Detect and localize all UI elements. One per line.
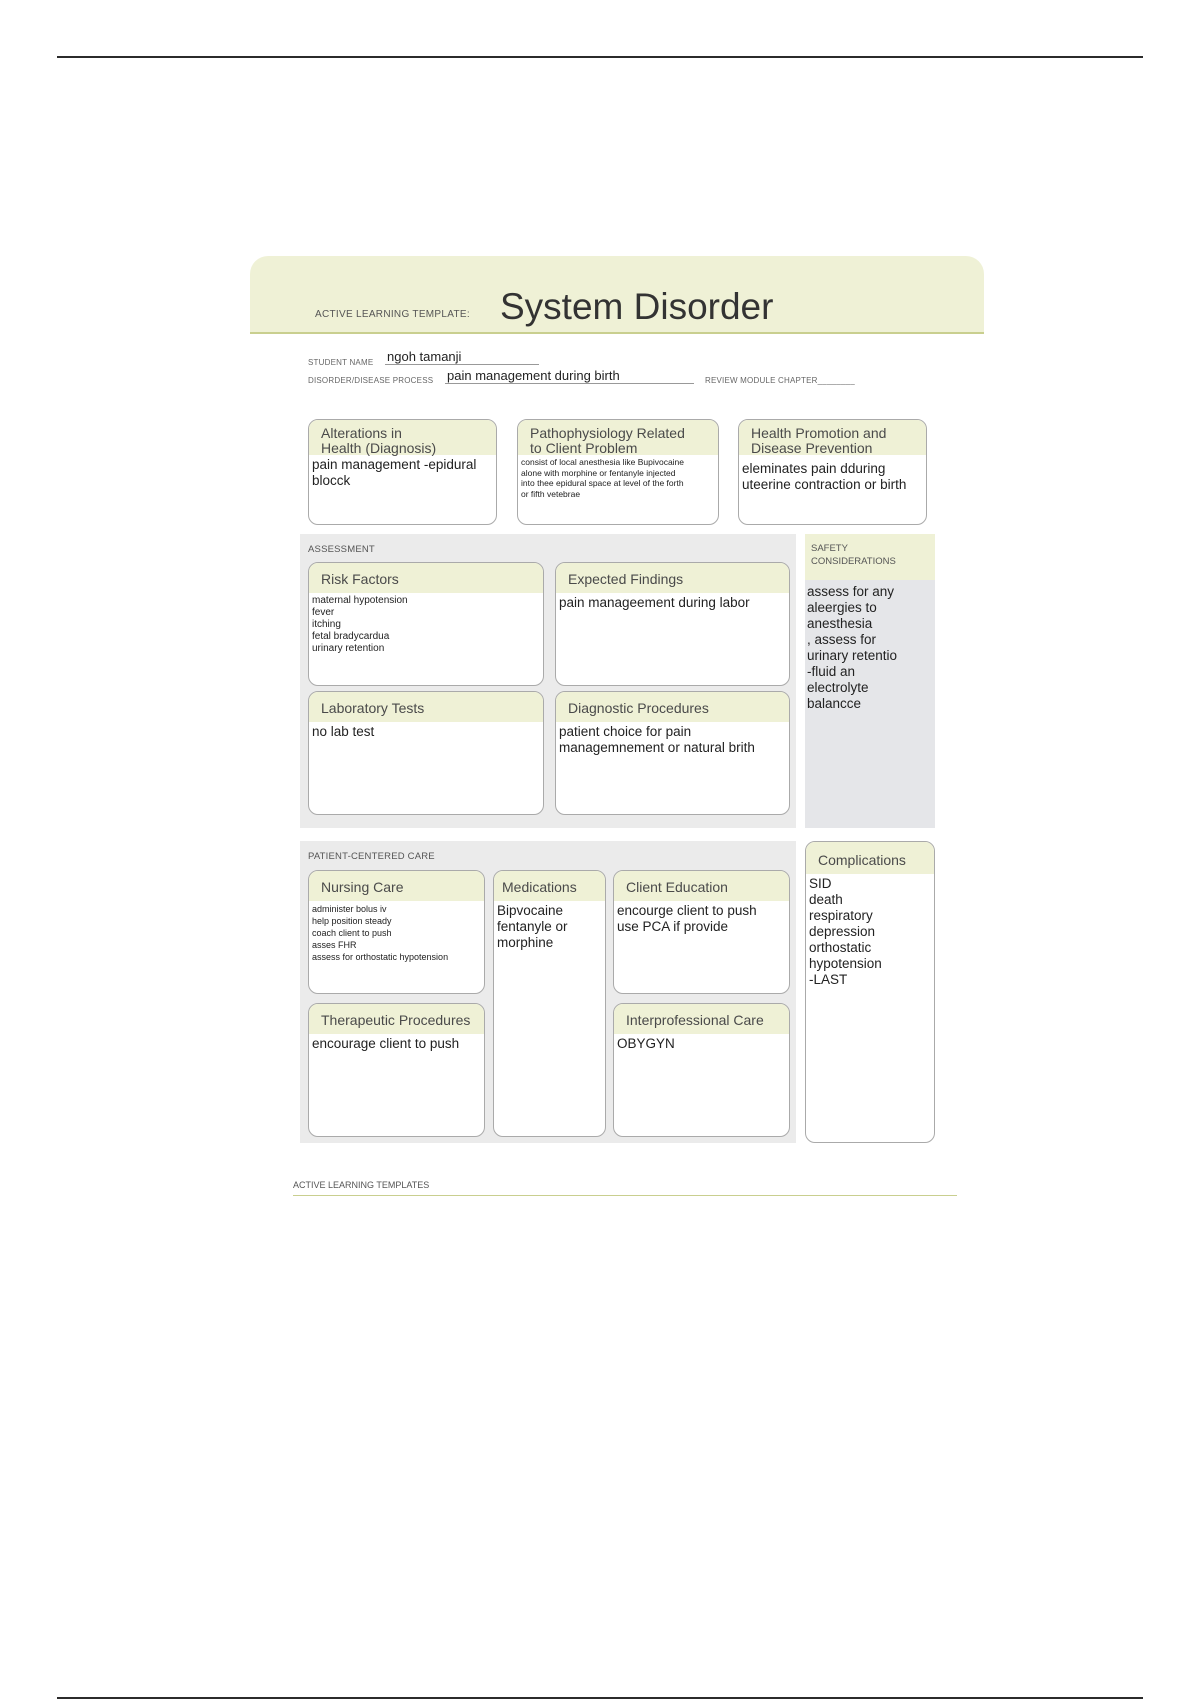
title-banner	[250, 256, 984, 334]
client-education-box	[613, 870, 790, 994]
complications-box	[805, 841, 935, 1143]
laboratory-tests-title: Laboratory Tests	[309, 692, 543, 722]
medications-box	[493, 870, 606, 1137]
interprofessional-care-title: Interprofessional Care	[614, 1004, 789, 1034]
pathophysiology-title: Pathophysiology Related to Client Problem	[518, 420, 718, 455]
complications-title: Complications	[806, 842, 934, 874]
laboratory-tests-box	[308, 691, 544, 815]
patient-centered-care-label: PATIENT-CENTERED CARE	[308, 851, 435, 862]
disorder-label: DISORDER/DISEASE PROCESS	[308, 376, 434, 385]
risk-factors-title: Risk Factors	[309, 563, 543, 593]
alterations-text: pain management -epidural blocck	[312, 457, 477, 488]
therapeutic-procedures-title: Therapeutic Procedures	[309, 1004, 484, 1034]
alterations-box	[308, 419, 497, 525]
diagnostic-procedures-text: patient choice for pain managemnement or natural brith	[559, 724, 755, 755]
medications-title: Medications	[494, 871, 605, 901]
template-label: ACTIVE LEARNING TEMPLATE:	[315, 309, 470, 320]
nursing-care-box	[308, 870, 485, 994]
pathophysiology-text: consist of local anesthesia like Bupivocaine alone with morphine or fentanyle injected into thee epidural space at level of the forth or fifth vetebrae	[521, 457, 685, 499]
expected-findings-title: Expected Findings	[556, 563, 789, 593]
risk-factors-text: maternal hypotension fever itching fetal bradycardua urinary retention	[312, 595, 408, 654]
student-name-label: STUDENT NAME	[308, 358, 374, 367]
page-title: System Disorder	[500, 286, 774, 327]
nursing-care-title: Nursing Care	[309, 871, 484, 901]
client-education-title: Client Education	[614, 871, 789, 901]
safety-considerations-title: SAFETY CONSIDERATIONS	[805, 534, 935, 580]
bottom-rule	[57, 1697, 1143, 1699]
expected-findings-box	[555, 562, 790, 686]
top-rule	[57, 56, 1143, 58]
interprofessional-care-text: OBYGYN	[617, 1036, 675, 1051]
safety-considerations-panel	[805, 534, 935, 828]
pathophysiology-box	[517, 419, 719, 525]
diagnostic-procedures-title: Diagnostic Procedures	[556, 692, 789, 722]
nursing-care-text: administer bolus iv help position steady coach client to push asses FHR assess for orthostatic hypotension	[312, 904, 449, 962]
footer-label: ACTIVE LEARNING TEMPLATES	[293, 1180, 430, 1190]
disorder-field[interactable]: pain management during birth	[445, 368, 694, 384]
student-name-field[interactable]: ngoh tamanji	[385, 349, 539, 365]
footer-rule	[293, 1195, 957, 1196]
risk-factors-box	[308, 562, 544, 686]
assessment-label: ASSESSMENT	[308, 544, 375, 555]
alterations-title: Alterations in Health (Diagnosis)	[309, 420, 496, 455]
medications-text: Bipvocaine fentanyle or morphine	[497, 903, 568, 950]
expected-findings-text: pain manageement during labor	[559, 595, 750, 610]
review-module-label: REVIEW MODULE CHAPTER________	[705, 376, 855, 385]
therapeutic-procedures-text: encourage client to push	[312, 1036, 460, 1051]
client-education-text: encourge client to push use PCA if provide	[617, 903, 757, 934]
safety-considerations-text: assess for any aleergies to anesthesia , assess for urinary retentio -fluid an electrolyte balancce	[807, 584, 898, 711]
health-promotion-box	[738, 419, 927, 525]
interprofessional-care-box	[613, 1003, 790, 1137]
health-promotion-title: Health Promotion and Disease Prevention	[739, 420, 926, 455]
therapeutic-procedures-box	[308, 1003, 485, 1137]
laboratory-tests-text: no lab test	[312, 724, 375, 739]
complications-text: SID death respiratory depression orthostatic hypotension -LAST	[809, 876, 882, 987]
template-sheet	[250, 256, 984, 1196]
diagnostic-procedures-box	[555, 691, 790, 815]
health-promotion-text: eleminates pain dduring uteerine contraction or birth	[742, 461, 907, 492]
